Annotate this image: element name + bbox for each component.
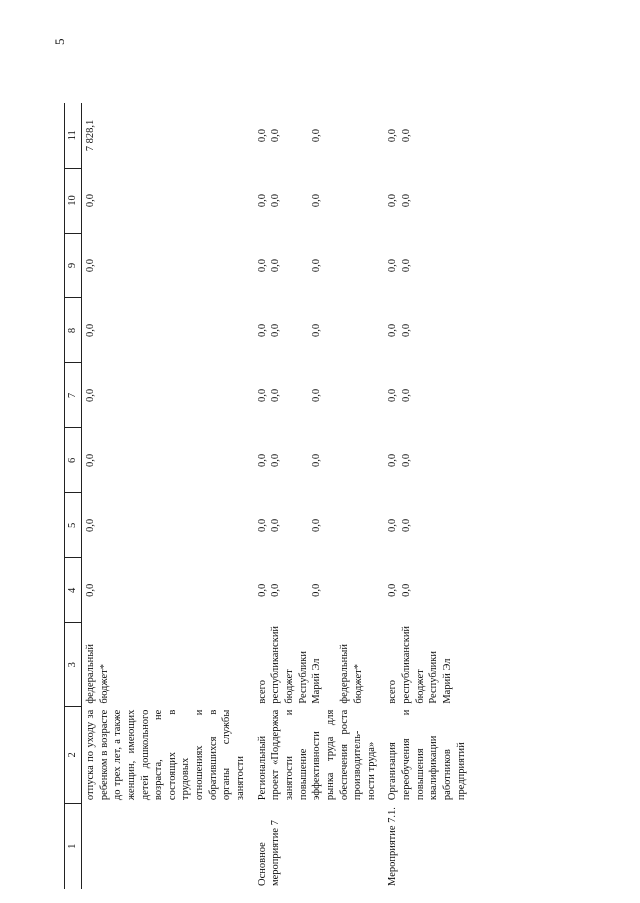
table-row (384, 103, 474, 889)
value-cell (384, 103, 474, 168)
value: 0,0 (310, 518, 322, 532)
header-cell: 3 (65, 623, 82, 707)
value: 0,0 (387, 453, 399, 467)
value: 0,0 (310, 388, 322, 403)
value: 0,0 (256, 193, 268, 208)
description-cell: Региональный проект «Поддержка занятости и повышение эффективности рынка труда для обеспечения роста производитель-ности труда» (256, 709, 377, 801)
description-cell: отпуска по уходу за ребенком в возрасте до трех лет, а также женщин, имеющих детей дошкольного возраста, не состоящих в трудовых отношениях и обратившихся в органы службы занятости (85, 709, 247, 801)
value-cell (254, 298, 385, 363)
value: 0,0 (387, 388, 399, 403)
page-number: 5 (52, 38, 67, 45)
value-cell (254, 363, 385, 428)
value-cell (254, 168, 385, 233)
value: 0,0 (270, 193, 282, 208)
value-cell: 0,0 (85, 258, 96, 273)
value: 0,0 (256, 453, 268, 467)
budget-table (64, 103, 474, 889)
program-element-cell: Основное мероприятие 7 (256, 820, 282, 886)
value: 0,0 (270, 453, 282, 467)
value: 0,0 (401, 193, 413, 208)
value: 0,0 (256, 128, 268, 143)
source-cell (82, 623, 254, 707)
value: 0,0 (270, 388, 282, 403)
header-cell: 5 (65, 493, 82, 558)
value: 0,0 (401, 258, 413, 273)
program-element-cell (82, 803, 254, 889)
value-cell (254, 233, 385, 298)
value: 0,0 (387, 193, 399, 208)
value: 0,0 (401, 128, 413, 143)
value-cell: 0,0 (85, 323, 96, 338)
value-cell: 7 828,1 (85, 119, 96, 152)
table-row (82, 103, 254, 889)
header-cell: 1 (65, 803, 82, 889)
header-cell: 8 (65, 298, 82, 363)
value: 0,0 (270, 128, 282, 143)
value-cell: 0,0 (85, 518, 96, 532)
value-cell: 0,0 (85, 388, 96, 403)
value-cell: 0,0 (85, 453, 96, 467)
source-cell (384, 623, 474, 707)
header-cell: 4 (65, 558, 82, 623)
value-cell (384, 298, 474, 363)
description-cell: Организация переобучения и повышения квалификации работников предприятий (387, 709, 467, 801)
value: 0,0 (401, 518, 413, 532)
header-cell: 2 (65, 707, 82, 803)
funding-source: республиканский бюджет Республики Марий Эл (270, 625, 323, 704)
value-cell: 0,0 (85, 583, 96, 597)
funding-source: республиканский бюджет Республики Марий Эл (401, 625, 454, 704)
value: 0,0 (387, 258, 399, 273)
header-cell: 6 (65, 428, 82, 493)
value: 0,0 (310, 323, 322, 338)
value: 0,0 (310, 193, 322, 208)
funding-source: всего (256, 680, 268, 704)
value: 0,0 (270, 518, 282, 532)
value: 0,0 (401, 323, 413, 338)
value: 0,0 (401, 453, 413, 467)
value: 0,0 (387, 518, 399, 532)
value-cell (384, 363, 474, 428)
value-cell (384, 168, 474, 233)
value-cell: 0,0 (85, 193, 96, 208)
value: 0,0 (401, 583, 413, 597)
header-cell: 9 (65, 233, 82, 298)
value-cell (384, 493, 474, 558)
value-cell (384, 233, 474, 298)
header-row (65, 103, 82, 889)
value: 0,0 (256, 323, 268, 338)
value: 0,0 (270, 323, 282, 338)
value-cell (254, 428, 385, 493)
value: 0,0 (310, 128, 322, 143)
funding-source: федеральный бюджет* (338, 644, 364, 704)
header-cell: 10 (65, 168, 82, 233)
value: 0,0 (256, 388, 268, 403)
program-element-cell: Мероприятие 7.1. (387, 807, 399, 886)
table-row (254, 103, 385, 889)
value: 0,0 (256, 258, 268, 273)
header-cell: 11 (65, 103, 82, 168)
value: 0,0 (387, 583, 399, 597)
value: 0,0 (387, 128, 399, 143)
header-cell: 7 (65, 363, 82, 428)
funding-source: всего (387, 680, 399, 704)
source-cell (254, 623, 385, 707)
value: 0,0 (270, 583, 282, 597)
value-cell (384, 558, 474, 623)
value: 0,0 (256, 583, 268, 597)
value: 0,0 (256, 518, 268, 532)
value: 0,0 (310, 258, 322, 273)
value-cell (384, 428, 474, 493)
value: 0,0 (387, 323, 399, 338)
value: 0,0 (401, 388, 413, 403)
value: 0,0 (310, 453, 322, 467)
value-cell (254, 558, 385, 623)
funding-source: федеральный бюджет* (85, 644, 110, 704)
value: 0,0 (270, 258, 282, 273)
value: 0,0 (310, 583, 322, 597)
value-cell (254, 103, 385, 168)
value-cell (254, 493, 385, 558)
